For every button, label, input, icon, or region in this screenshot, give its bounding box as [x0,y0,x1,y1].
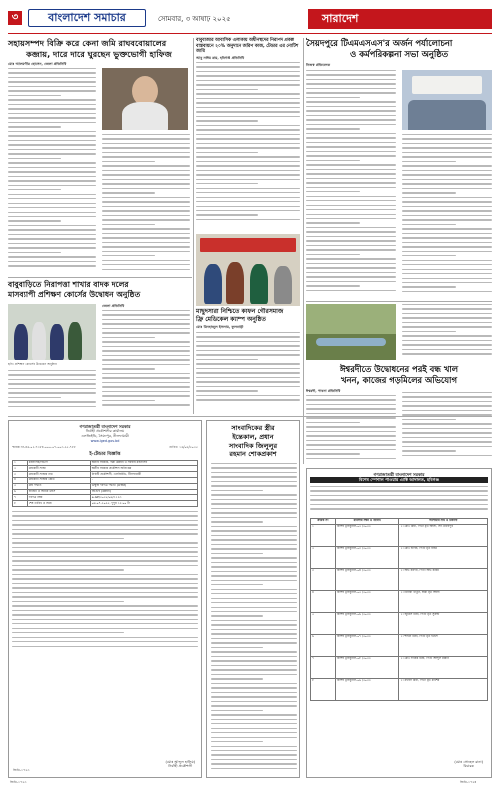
table-cell: বিশেষ ট্রাইবুনাল-০৪ /২০২৩ [335,568,399,590]
obituary-body [211,463,297,775]
article-headline: সহায়সম্পদ বিক্রি করে কেনা জমি রাঘববোয়ালের [8,38,167,48]
table-cell: ১। রুবেল মিয়া, পিতা মৃত কাশেম [399,678,488,700]
table-cell: ৫ [13,483,28,489]
table-cell: ১। আঃ কাদির, পিতা আঃ করিম [399,568,488,590]
table-cell: উন্মুক্ত দরপত্র পদ্ধতি (OTM) [90,483,197,489]
notice-signature: (মোঃ সোহেল রানা) বিচারক [454,759,483,769]
table-cell: নির্বাহী প্রকৌশলী, এলজিইডি, নীলফামারী [90,472,197,478]
table-cell: দরপত্র নম্বর [27,495,90,501]
table-cell: ৮ [311,678,336,700]
article-body [196,332,300,406]
page-header [8,6,492,34]
table-cell: ২ [13,466,28,472]
table-cell: শেষ তারিখ ও সময় [27,501,90,507]
notice-memo: স্মারক নং-৪৬.০২.৭৩৮৪.০০০.০৭.০০৩.২৫-৭৮৮ [12,445,76,449]
table-cell: ক্রয় পদ্ধতি [27,483,90,489]
article-byline: আবু নাঈম রায়, হবিগঞ্জ প্রতিনিধি [196,55,245,60]
article-body-col2 [402,134,492,298]
table-cell: - [90,477,197,483]
table-cell: ১। মোঃ হাবিব, পিতা মৃত রহিম [399,546,488,568]
table-cell: ক্রয়কারী সংস্থার কোড [27,477,90,483]
page-number-badge: ৩ [8,11,22,25]
notice-signature: (মোঃ আব্দুল হালিম) নির্বাহী প্রকৌশলী [165,759,195,769]
table-row [311,590,488,612]
notice-body [12,511,198,651]
table-cell: বিশেষ ট্রাইবুনাল-০৩ /২০২৩ [335,546,399,568]
notice-gd: জিডি-১৭২৩ [13,768,30,772]
obituary-headline: সাংবাদিকের স্ত্রীর ইন্তেকাল, প্রধান সাংবাদিক জিলুলুর রহমান শোকপ্রকাশ [228,424,278,459]
article-body-col1 [8,68,96,273]
table-cell: ১। মোঃ মিয়া, পিতা মৃত আলী, সাং মাধবপুর [399,524,488,546]
table-cell: ০৬-০৭-২০২৫, দুপুর ১২:০০ টা [90,501,197,507]
table-row [311,546,488,568]
table-cell: বাজেট ও অর্থের উৎস [27,489,90,495]
article-canal-excavation [306,304,492,464]
article-photo [8,304,96,360]
table-cell: ৬ [13,489,28,495]
article-body-col1 [306,70,396,298]
article-headline: বাবুবাজার আবাসিক এলাকায় অধীনস্থদের নিরাপদ প্রকল্প [196,38,294,43]
table-cell: জিওবি (উন্নয়ন) [90,489,197,495]
col-header: আসামীর নাম ও ঠিকানা [399,518,488,524]
notice-title: ই-টেন্ডার বিজ্ঞপ্তি [89,451,121,457]
article-headline-2: খনন, কাজের গড়মিলের অভিযোগ [341,375,457,385]
table-row [311,678,488,700]
table-cell: ৪ [311,590,336,612]
article-obituary [206,420,300,778]
table-cell: মন্ত্রণালয়/বিভাগ [27,460,90,466]
table-cell: বিশেষ ট্রাইবুনাল-০২ /২০২৩ [335,524,399,546]
col-header: ক্রমিক নং [311,518,336,524]
section-band [308,9,492,29]
table-cell: ক্রয়কারী সংস্থা [27,466,90,472]
tender-notice-left [8,420,202,778]
col-header: মামলার নম্বর ও তারিখ [335,518,399,524]
article-byline: মোঃ আলমগীর হোসেন, জেলা প্রতিনিধি [8,62,67,66]
table-cell: ২ [311,546,336,568]
table-cell: বিশেষ ট্রাইবুনাল-০৫ /২০২৩ [335,590,399,612]
article-byline: মোঃ মিনহাজুল ইসলাম, ফুলবাড়ী [196,325,244,329]
table-cell: e-GP/২০২৫/০৬/১১২৩ [90,495,197,501]
article-land-grab [8,38,190,276]
table-row [311,524,488,546]
table-cell: বিশেষ ট্রাইবুনাল-০৭ /২০২৩ [335,634,399,656]
medical-camp-photo [196,234,300,306]
notice-header: গণপ্রজাতন্ত্রী বাংলাদেশ সরকার নির্বাহী প্রকৌশলীর কার্যালয় এলজিইডি, সৈয়দপুর, নীলফামারী www.lged.gov.bd [79,424,131,443]
table-row [13,501,198,507]
article-byline: ঈশ্বরদী, পাবনা প্রতিনিধি [306,389,341,393]
table-cell: স্থানীয় সরকার, পল্লী উন্নয়ন ও সমবায় মন্ত্রণালয় [90,460,197,466]
notice-table [310,518,488,701]
article-headline: বাবুবাড়িতে নিরাপত্তা শাখার বাদক দলের [8,280,129,289]
table-row [311,612,488,634]
article-body [196,62,300,228]
notice-intro [310,486,488,516]
masthead-title: বাংলাদেশ সমাচার [48,11,126,24]
table-row [311,634,488,656]
article-body-col2 [102,310,190,412]
table-cell: বিশেষ ট্রাইবুনাল-০৯ /২০২৩ [335,678,399,700]
article-headline-2: মাসব্যাপী প্রশিক্ষণ কোর্সের উদ্বোধন অনুষ্ঠিত [8,290,141,299]
article-byline: নিজস্ব প্রতিবেদক [306,63,331,67]
table-row [311,656,488,678]
table-cell: ১। মোঃ ফারুক মিয়া, পিতা আব্দুল মান্নান [399,656,488,678]
table-row [311,568,488,590]
article-body-col2 [102,134,190,274]
table-cell: ৩ [311,568,336,590]
notice-header: গণপ্রজাতন্ত্রী বাংলাদেশ সরকার বিশেষ স্পেশাল পাওয়ার এ্যাক্ট আদালত, হবিগঞ্জ [310,472,488,483]
article-medical-camp [196,308,300,408]
article-headline-2: বাস্তবায়নে ২০% অনুদানে জরিপ কাজ, টেন্ডার এর নোটিশ জারি [196,43,299,55]
article-headline-2: ফ্রি মেডিকেল ক্যাম্প অনুষ্ঠিত [196,316,266,323]
table-cell: ৭ [311,656,336,678]
table-cell: ১ [13,460,28,466]
article-byline: জেলা প্রতিনিধি [102,304,125,308]
article-body-col1 [8,370,96,412]
section-title: সারাদেশ [322,12,359,25]
article-photo [306,304,396,360]
table-cell: বিশেষ ট্রাইবুনাল-০৬ /২০২৩ [335,612,399,634]
notice-table [12,460,198,507]
article-body-col2 [402,392,492,463]
table-cell: ৮ [13,501,28,507]
table-cell: ক্রয়কারী সংস্থার নাম [27,472,90,478]
issue-date: সোমবার, ৩ আষাঢ় ২০২৫ [158,15,231,23]
article-headline: সৈয়দপুরে টিএমএসএস'র অর্জন পর্যালোচনা [306,38,453,48]
article-body-top [402,304,492,360]
table-cell: ১ [311,524,336,546]
article-headline-2: ও কর্মপরিকল্পনা সভা অনুষ্ঠিত [350,49,448,59]
court-notice-right [306,468,492,778]
table-cell: ৬ [311,634,336,656]
article-photo [402,70,492,130]
masthead-logo [28,9,146,27]
article-body-col1 [306,395,396,463]
article-headline: মাছুদসারা নিশ্চিতে কাফন গৌরসমাজ [196,308,284,315]
table-cell: স্থানীয় সরকার প্রকৌশল অধিদপ্তর [90,466,197,472]
footer-gd-left: জিডি-১৭২৩ [10,780,27,784]
table-cell: ৫ [311,612,336,634]
footer-gd-right: জিডি-১৭২৪ [460,780,477,784]
article-tmss-meeting [306,38,492,300]
article-headline: ঈশ্বরদীতে উদ্বোধনের পরই বন্ধ খাল [339,364,459,374]
article-training-course [8,280,190,414]
table-cell: বিশেষ ট্রাইবুনাল-০৮ /২০২৩ [335,656,399,678]
table-cell: ৩ [13,472,28,478]
article-headline-2: কব্জায়, দারে দারে ঘুরছেন ভুক্তভোগী হাফিজ [26,49,172,59]
table-cell: ১। মিনারা খাতুন, স্বামী মৃত আলী [399,590,488,612]
table-cell: ১। জুয়েল মিয়া, পিতা মৃত সুরুজ [399,612,488,634]
photo-caption: ছবি: প্রশিক্ষণ কোর্সের উদ্বোধন অনুষ্ঠান [8,362,57,366]
table-cell: ১। শাহীন মিয়া, পিতা মৃত ইদ্রিস [399,634,488,656]
article-survey-tender [196,38,300,230]
article-photo [102,68,188,130]
table-cell: ৪ [13,477,28,483]
notice-date: তারিখ: ১৬/০৬/২০২৫ [169,445,198,449]
table-cell: ৭ [13,495,28,501]
